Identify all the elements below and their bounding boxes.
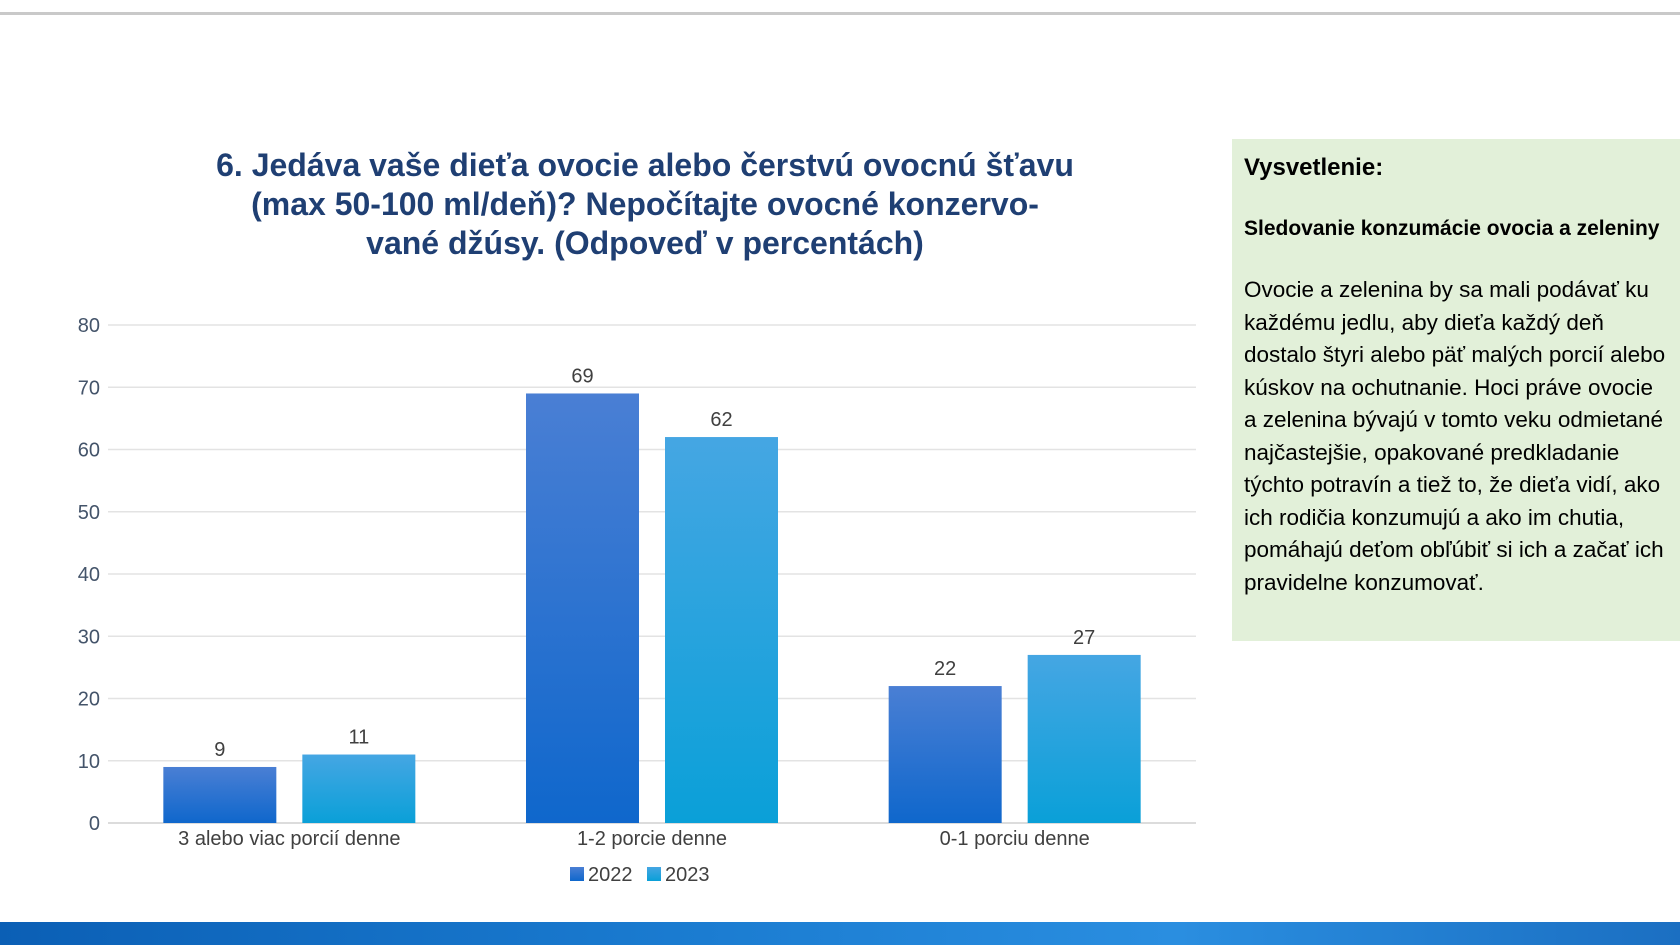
legend-label: 2022 (588, 864, 633, 886)
explanation-heading: Vysvetlenie: (1244, 154, 1384, 181)
category-label: 3 alebo viac porcií denne (178, 828, 401, 850)
y-tick-label: 80 (77, 315, 100, 337)
legend-swatch (570, 867, 584, 881)
y-tick-label: 30 (77, 626, 100, 649)
y-tick-label: 0 (88, 813, 100, 835)
explanation-panel (1232, 139, 1680, 641)
y-tick-label: 20 (77, 688, 100, 711)
data-label: 9 (214, 738, 226, 761)
data-label: 27 (1073, 626, 1096, 649)
y-tick-label: 50 (77, 501, 100, 524)
bar-2022 (163, 767, 276, 823)
explanation-text: Ovocie a zelenina by sa mali podávať ku každému jedlu, aby dieťa každý deň dostalo štyri alebo päť malých porcií alebo kúskov na ochutnanie. Hoci práve ovocie a zelenina bývajú v tomto veku odmietané najčastejšie, opakované predkladanie týchto potravín a tiež to, že dieťa vidí, ako ich rodičia konzumujú a ako im chutia, pomáhajú deťom obľúbiť si ich a začať ich pravidelne konzumovať. (1244, 277, 1666, 595)
explanation-subheading: Sledovanie konzumácie ovocia a zeleniny (1244, 217, 1660, 240)
bar-2022 (889, 686, 1002, 823)
data-label: 11 (348, 726, 370, 749)
bar-chart (0, 300, 1220, 890)
legend-label: 2023 (665, 864, 710, 886)
y-tick-label: 70 (77, 377, 100, 400)
window-top-bar (0, 0, 1680, 15)
bar-2023 (302, 755, 415, 823)
chart-title: 6. Jedáva vaše dieťa ovocie alebo čerstvú ovocnú šťavu (max 50-100 ml/deň)? Nepočítajte ovocné konzervo- vané džúsy. (Odpoveď v percentách) (216, 147, 1074, 261)
category-label: 0-1 porciu denne (939, 828, 1090, 850)
bar-2023 (1028, 655, 1141, 823)
data-label: 69 (571, 365, 594, 388)
slide-footer-band (0, 922, 1680, 945)
y-tick-label: 40 (77, 564, 100, 586)
y-tick-label: 10 (77, 750, 100, 773)
legend-swatch (647, 867, 661, 881)
y-tick-label: 60 (77, 439, 100, 462)
data-label: 62 (710, 409, 733, 432)
data-label: 22 (934, 658, 957, 681)
category-label: 1-2 porcie denne (576, 828, 728, 850)
bar-2023 (665, 437, 778, 823)
bar-2022 (526, 393, 639, 823)
